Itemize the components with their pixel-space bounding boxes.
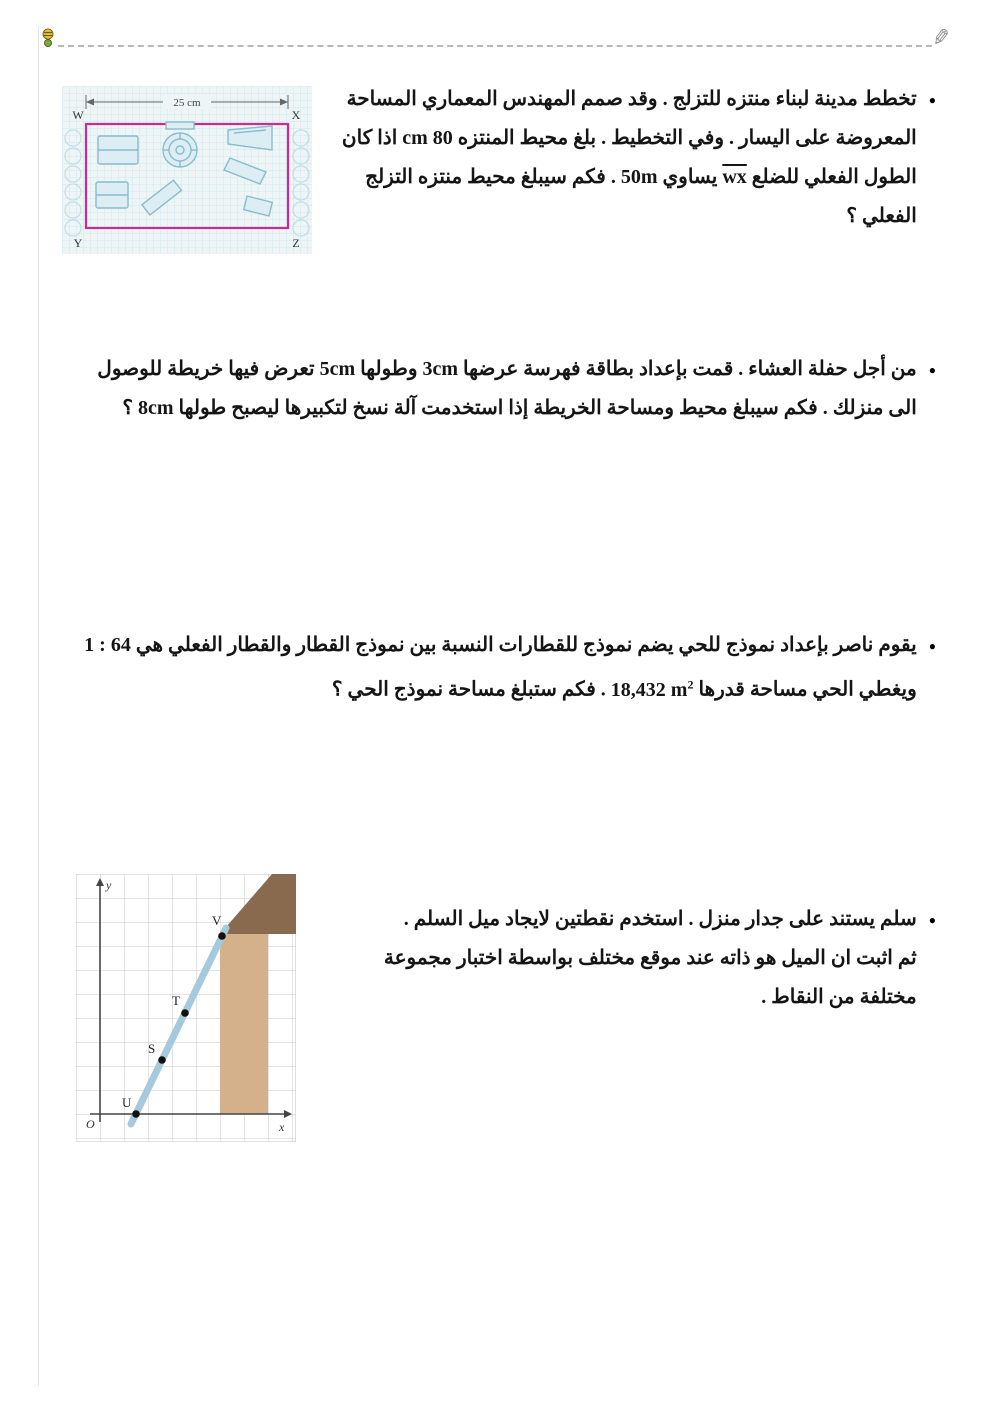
question-1	[324, 80, 936, 236]
area-value: 18,432 $m^2$	[610, 677, 694, 701]
slope-graph-figure	[76, 874, 296, 1147]
bullet-icon: ●	[928, 639, 936, 653]
bullet-icon: ●	[928, 363, 936, 377]
dashed-divider	[58, 45, 932, 47]
bullet-icon: ●	[928, 93, 936, 107]
question-3-text	[74, 626, 917, 710]
question-1-text	[324, 80, 917, 236]
point-label-v: V	[212, 913, 222, 928]
point-label-u: U	[122, 1095, 132, 1110]
corner-label-y: Y	[73, 236, 83, 250]
question-3-part2: . فكم ستبلغ مساحة نموذج الحي ؟	[331, 678, 611, 701]
point-label-s: S	[148, 1041, 156, 1056]
segment-wx-label: $\overline{wx}$	[722, 166, 747, 188]
question-2	[74, 350, 936, 428]
x-axis-label: x	[279, 1120, 285, 1134]
corner-label-z: Z	[292, 236, 300, 250]
y-axis-label: y	[106, 878, 112, 892]
bee-icon	[40, 28, 56, 50]
question-1-part2: يساوي 50m . فكم سيبلغ محيط منتزه التزلج الفعلي ؟	[365, 166, 917, 227]
question-4	[380, 900, 936, 1017]
page-margin-line	[38, 26, 39, 1386]
question-3	[74, 626, 936, 710]
corner-label-w: W	[72, 108, 84, 122]
dimension-label: 25 cm	[173, 97, 201, 109]
origin-label: O	[86, 1117, 95, 1131]
house-wall-shape	[220, 934, 268, 1114]
bullet-icon: ●	[928, 913, 936, 927]
corner-label-x: X	[291, 108, 301, 122]
skate-park-plan-figure	[62, 86, 312, 259]
point-label-t: T	[172, 993, 180, 1008]
squared-exponent: 2	[687, 677, 694, 691]
pen-icon: ✎	[929, 24, 952, 53]
question-4-text: سلم يستند على جدار منزل . استخدم نقطتين لايجاد ميل السلم . ثم اثبت ان الميل هو ذاته عند موقع مختلف بواسطة اختبار مجموعة مختلفة من النقاط .	[383, 908, 917, 1008]
question-1-part1: تخطط مدينة لبناء منتزه للتزلج . وقد صمم المهندس المعماري المساحة المعروضة على اليسار . وفي التخطيط . بلغ محيط المنتزه 80 cm اذا كان الطول الفعلي للضلع	[341, 88, 917, 188]
question-3-part1: يقوم ناصر بإعداد نموذج للحي يضم نموذج للقطارات النسبة بين نموذج القطار والقطار الفعلي هي 64 : 1 ويغطي الحي مساحة قدرها	[84, 634, 917, 701]
question-2-text: من أجل حفلة العشاء . قمت بإعداد بطاقة فهرسة عرضها 3cm وطولها 5cm تعرض فيها خريطة للوصول الى منزلك . فكم سيبلغ محيط ومساحة الخريطة إذا استخدمت آلة نسخ لتكبيرها ليصبح طولها 8cm ؟	[97, 358, 917, 419]
